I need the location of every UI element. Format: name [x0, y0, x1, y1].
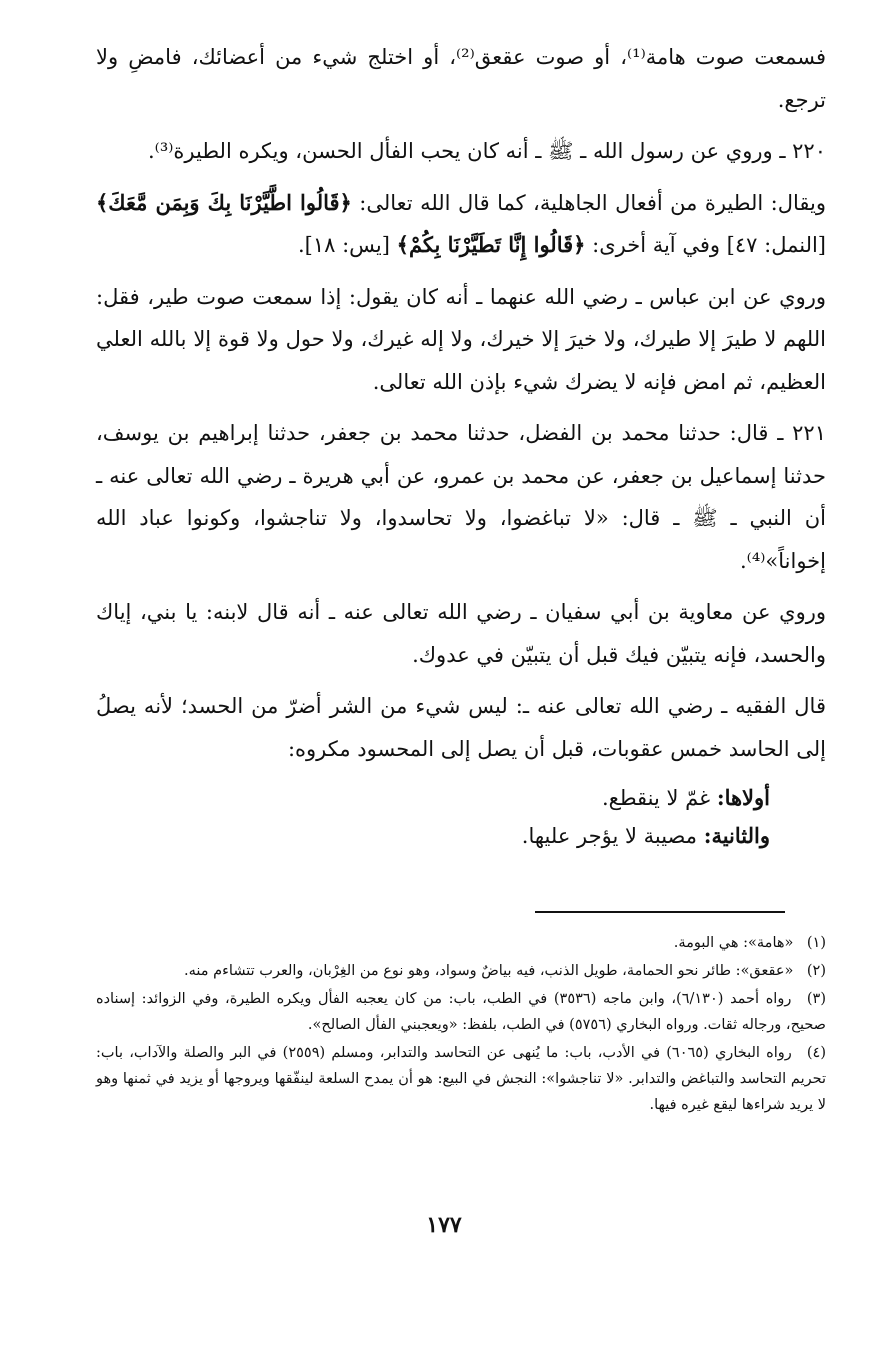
footnote-number: (٣)	[806, 991, 826, 1007]
item-text: مصيبة لا يؤجر عليها.	[521, 824, 704, 848]
hadith-220: ٢٢٠ ـ وروي عن رسول الله ـ ﷺ ـ أنه كان يحب الفأل الحسن، ويكره الطيرة⁽³⁾.	[147, 139, 826, 163]
footnote	[96, 958, 826, 984]
page-number: ١٧٧	[426, 1212, 462, 1238]
paragraph-muawiya: وروي عن معاوية بن أبي سفيان ـ رضي الله تعالى عنه ـ أنه قال لابنه: يا بني، إياك والحسد، فإنه يتبيّن فيك قبل أن يتبيّن في عدوك.	[96, 600, 826, 667]
text-run: [النمل: ٤٧] وفي آية أخرى:	[585, 233, 826, 257]
quran-verse: ﴿قَالُوا اطَّيَّرْنَا بِكَ وَبِمَن مَّعَكَ﴾	[96, 189, 352, 215]
footnote-number: (١)	[806, 935, 826, 951]
footnote-text: «هامة»: هي البومة.	[673, 935, 794, 951]
item-label: أولاها:	[716, 785, 770, 810]
footnote	[96, 930, 826, 956]
footnote-number: (٢)	[806, 963, 826, 979]
footnote	[96, 1040, 826, 1118]
paragraph-ibn-abbas: وروي عن ابن عباس ـ رضي الله عنهما ـ أنه كان يقول: إذا سمعت صوت طير، فقل: اللهم لا طيرَ إلا طيرك، ولا خيرَ إلا خيرك، ولا إله غيرك، ولا حول ولا قوة إلا بالله العلي العظيم، ثم امض فإنه لا يضرك شيء بإذن الله تعالى.	[96, 284, 826, 394]
main-text	[96, 36, 826, 855]
footnote-text: رواه البخاري (٦٠٦٥) في الأدب، باب: ما يُنهى عن التحاسد والتدابر، ومسلم (٢٥٥٩) في البر والصلة والآداب، باب: تحريم التحاسد والتباغض والتدابر. «لا تناجشوا»: النجش في البيع: هو أن يمدح السلعة لينفّقها ويروجها أو يزيد في ثمنها وهو لا يريد شراءها ليقع غيره فيها.	[96, 1045, 826, 1113]
quran-verse: ﴿قَالُوا إِنَّا تَطَيَّرْنَا بِكُمْ﴾	[396, 232, 586, 257]
footnote	[96, 986, 826, 1038]
text-run: ويقال: الطيرة من أفعال الجاهلية، كما قال الله تعالى:	[351, 190, 826, 215]
list-item	[96, 817, 770, 855]
punishments-list	[96, 779, 826, 855]
footnote-text: رواه أحمد (٦/١٣٠)، وابن ماجه (٣٥٣٦) في الطب، باب: من كان يعجبه الفأل ويكره الطيرة، وفي الزوائد: إسناده صحيح، ورجاله ثقات. ورواه البخاري (٥٧٥٦) في الطب، بلفظ: «ويعجبني الفأل الصالح».	[96, 991, 826, 1033]
paragraph-tiyara	[96, 182, 826, 267]
hadith-221: ٢٢١ ـ قال: حدثنا محمد بن الفضل، حدثنا محمد بن جعفر، حدثنا إبراهيم بن يوسف، حدثنا إسماعيل بن جعفر، عن محمد بن عمرو، عن أبي هريرة ـ رضي الله تعالى عنه ـ أن النبي ـ ﷺ ـ قال: «لا تباغضوا، ولا تحاسدوا، ولا تناجشوا، وكونوا عباد الله إخواناً»⁽⁴⁾.	[96, 421, 826, 573]
footnotes	[96, 930, 826, 1120]
text-run: [يس: ١٨].	[297, 233, 397, 257]
item-label: والثانية:	[703, 823, 770, 848]
paragraph: فسمعت صوت هامة⁽¹⁾، أو صوت عقعق⁽²⁾، أو اختلج شيء من أعضائك، فامضِ ولا ترجع.	[96, 45, 826, 112]
list-item	[96, 779, 770, 817]
footnote-separator	[535, 911, 785, 913]
footnote-text: «عقعق»: طائر نحو الحمامة، طويل الذنب، فيه بياضٌ وسواد، وهو نوع من الغِرْبان، والعرب تتشاءم منه.	[184, 963, 794, 979]
footnote-number: (٤)	[806, 1045, 827, 1061]
item-text: غمّ لا ينقطع.	[601, 786, 717, 810]
paragraph-faqih: قال الفقيه ـ رضي الله تعالى عنه ـ: ليس شيء من الشر أضرّ من الحسد؛ لأنه يصلُ إلى الحاسد خمس عقوبات، قبل أن يصل إلى المحسود مكروه:	[96, 694, 826, 761]
